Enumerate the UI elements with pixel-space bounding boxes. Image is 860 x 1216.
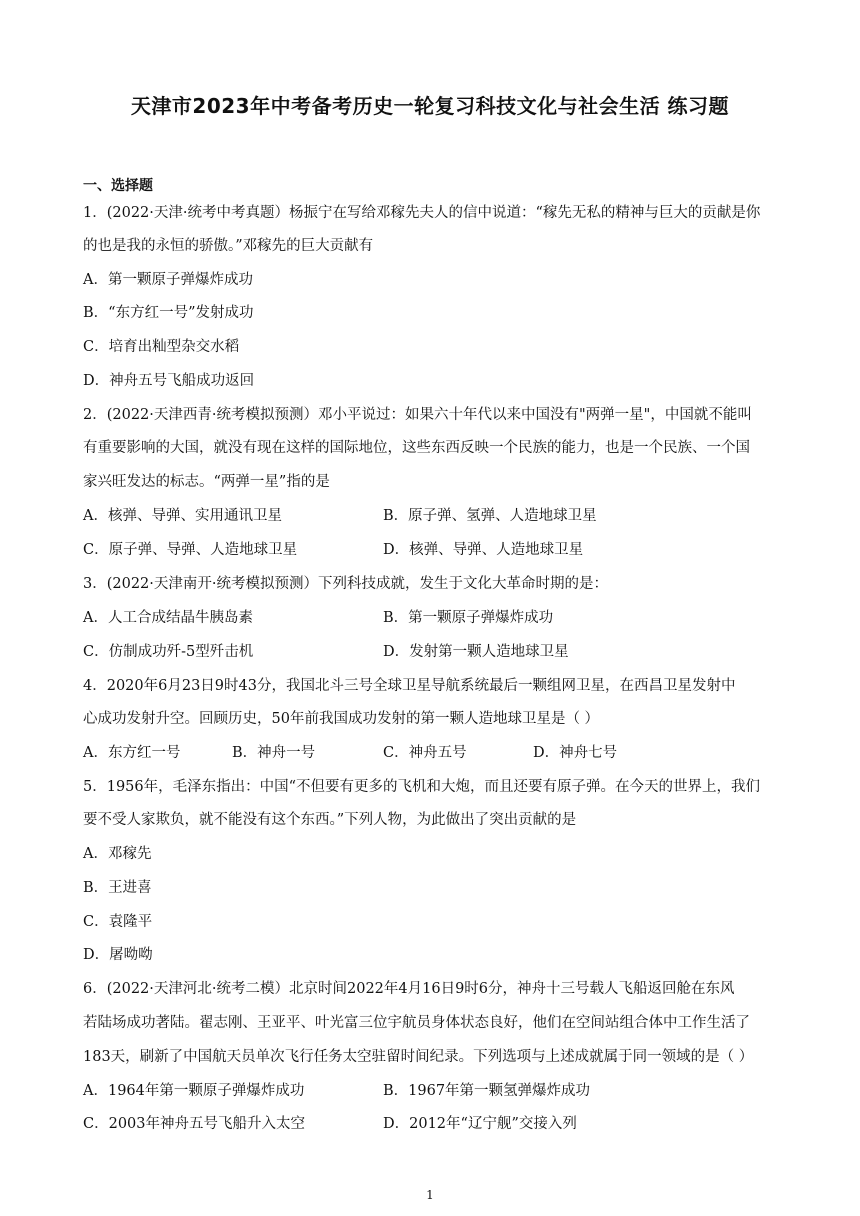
- question-4-option-b: B．神舟一号: [232, 745, 316, 761]
- page-title: 天津市2023年中考备考历史一轮复习科技文化与社会生活 练习题: [130, 94, 730, 118]
- question-1-stem-line-1: 1．(2022·天津·统考中考真题）杨振宁在写给邓稼先夫人的信中说道：“稼先无私的精神与巨大的贡献是你: [83, 205, 761, 221]
- question-3-option-d: D．发射第一颗人造地球卫星: [383, 644, 569, 660]
- question-2-option-b: B．原子弹、氢弹、人造地球卫星: [383, 508, 597, 524]
- question-4-option-c: C．神舟五号: [383, 745, 467, 761]
- question-6-stem-line-3: 183天，刷新了中国航天员单次飞行任务太空驻留时间纪录。下列选项与上述成就属于同一领域的是（ ）: [83, 1049, 754, 1065]
- question-4-option-a: A．东方红一号: [83, 745, 181, 761]
- question-6-option-c: C．2003年神舟五号飞船升入太空: [83, 1116, 305, 1132]
- question-6-option-d: D．2012年“辽宁舰”交接入列: [383, 1116, 577, 1132]
- question-5-option-c: C．袁隆平: [83, 914, 153, 930]
- question-6-stem-line-1: 6．(2022·天津河北·统考二模）北京时间2022年4月16日9时6分，神舟十三号载人飞船返回舱在东风: [83, 981, 735, 997]
- question-1-option-d: D．神舟五号飞船成功返回: [83, 373, 255, 389]
- question-2-option-d: D．核弹、导弹、人造地球卫星: [383, 542, 584, 558]
- question-3-option-c: C．仿制成功歼-5型歼击机: [83, 644, 254, 660]
- question-2-option-c: C．原子弹、导弹、人造地球卫星: [83, 542, 298, 558]
- question-1-option-c: C．培育出籼型杂交水稻: [83, 339, 240, 355]
- question-1-option-a: A．第一颗原子弹爆炸成功: [83, 272, 253, 288]
- question-4-option-d: D．神舟七号: [533, 745, 618, 761]
- question-4-stem-line-1: 4．2020年6月23日9时43分，我国北斗三号全球卫星导航系统最后一颗组网卫星，在西昌卫星发射中: [83, 678, 736, 694]
- question-2-option-a: A．核弹、导弹、实用通讯卫星: [83, 508, 282, 524]
- question-5-stem-line-1: 5．1956年，毛泽东指出：中国“不但要有更多的飞机和大炮，而且还要有原子弹。在今天的世界上，我们: [83, 779, 761, 795]
- question-4-stem-line-2: 心成功发射升空。回顾历史，50年前我国成功发射的第一颗人造地球卫星是（ ）: [83, 711, 600, 727]
- question-3-stem-line-1: 3．(2022·天津南开·统考模拟预测）下列科技成就，发生于文化大革命时期的是：: [83, 576, 608, 592]
- question-5-option-d: D．屠呦呦: [83, 947, 153, 963]
- section-heading: 一、选择题: [83, 178, 153, 194]
- page-number: 1: [426, 1188, 434, 1202]
- question-2-stem-line-2: 有重要影响的大国，就没有现在这样的国际地位，这些东西反映一个民族的能力，也是一个民族、一个国: [83, 440, 750, 456]
- question-5-option-a: A．邓稼先: [83, 846, 152, 862]
- question-2-stem-line-1: 2．(2022·天津西青·统考模拟预测）邓小平说过：如果六十年代以来中国没有"两弹一星"，中国就不能叫: [83, 407, 752, 423]
- question-3-option-a: A．人工合成结晶牛胰岛素: [83, 610, 253, 626]
- question-6-stem-line-2: 若陆场成功著陆。翟志刚、王亚平、叶光富三位宇航员身体状态良好，他们在空间站组合体中工作生活了: [83, 1015, 750, 1031]
- question-6-option-a: A．1964年第一颗原子弹爆炸成功: [83, 1083, 305, 1099]
- question-3-option-b: B．第一颗原子弹爆炸成功: [383, 610, 554, 626]
- question-6-option-b: B．1967年第一颗氢弹爆炸成功: [383, 1083, 591, 1099]
- question-2-stem-line-3: 家兴旺发达的标志。“两弹一星”指的是: [83, 474, 330, 490]
- question-1-stem-line-2: 的也是我的永恒的骄傲。”邓稼先的巨大贡献有: [83, 238, 374, 254]
- question-5-option-b: B．王进喜: [83, 880, 152, 896]
- question-5-stem-line-2: 要不受人家欺负，就不能没有这个东西。”下列人物，为此做出了突出贡献的是: [83, 812, 577, 828]
- question-1-option-b: B．“东方红一号”发射成功: [83, 305, 254, 321]
